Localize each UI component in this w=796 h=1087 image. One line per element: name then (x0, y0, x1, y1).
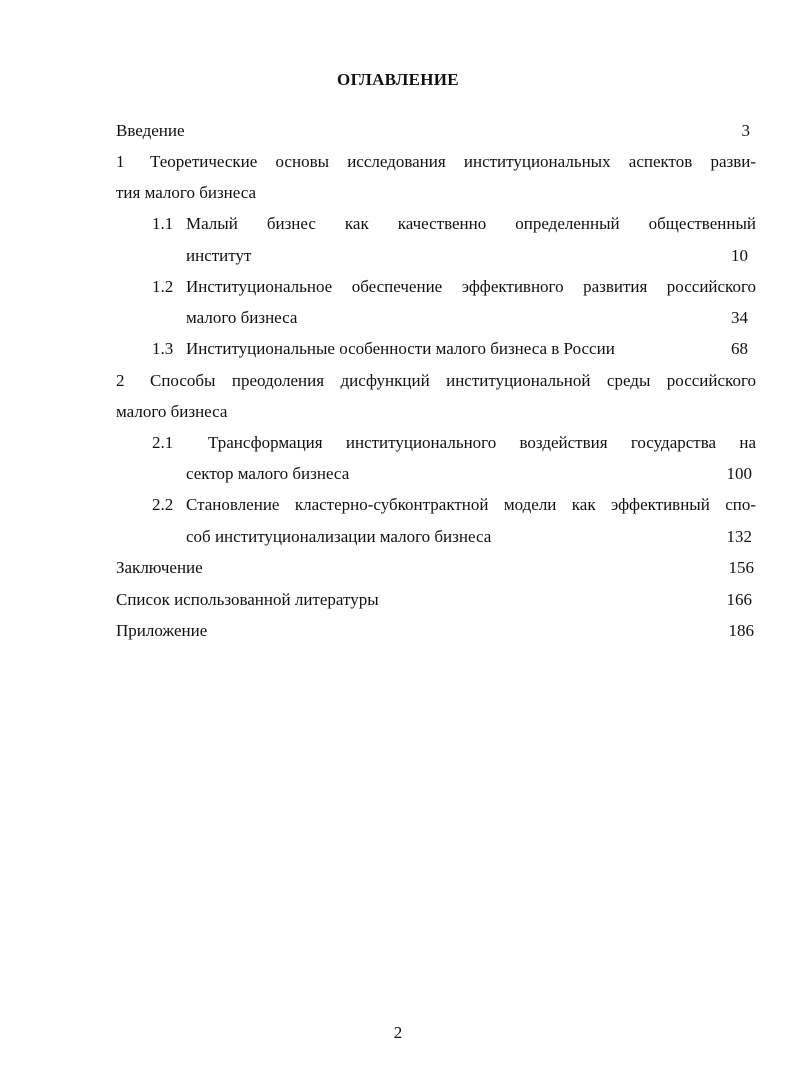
toc-section-1-3-line1: Институциональные особенности малого бизнеса в России (186, 339, 615, 358)
toc-entry-conclusion: Заключение (116, 558, 203, 577)
toc-page-conclusion: 156 (728, 558, 754, 577)
toc-chapter-1-line1: Теоретические основы исследования институциональных аспектов разви- (150, 152, 756, 171)
toc-section-1-1-line2: институт (186, 246, 252, 265)
toc-chapter-1-number: 1 (116, 152, 125, 171)
toc-page-appendix: 186 (728, 621, 754, 640)
toc-section-2-2-number: 2.2 (152, 495, 174, 514)
toc-section-2-2-line2: соб институционализации малого бизнеса (186, 527, 492, 546)
toc-page-1-2: 34 (731, 308, 748, 327)
toc-page-1-3: 68 (731, 339, 748, 358)
footer-page-number: 2 (393, 1023, 403, 1042)
page-title: ОГЛАВЛЕНИЕ (337, 70, 459, 89)
toc-entry-references: Список использованной литературы (116, 590, 379, 609)
toc-entry-appendix: Приложение (116, 621, 208, 640)
toc-label: Введение (116, 121, 185, 140)
toc-section-1-2-line1: Институциональное обеспечение эффективного развития российского (186, 277, 756, 296)
toc-page-2-2: 132 (726, 527, 752, 546)
toc-chapter-2-number: 2 (116, 371, 125, 390)
toc-section-2-1-number: 2.1 (152, 433, 174, 452)
toc-chapter-2-line2: малого бизнеса (116, 402, 228, 421)
toc-section-2-2-line1: Становление кластерно-субконтрактной модели как эффективный спо- (186, 495, 756, 514)
toc-page-references: 166 (726, 590, 752, 609)
toc-section-1-3-number: 1.3 (152, 339, 174, 358)
toc-section-2-1-line2: сектор малого бизнеса (186, 464, 350, 483)
toc-section-1-2-line2: малого бизнеса (186, 308, 298, 327)
toc-chapter-2-line1: Способы преодоления дисфункций институциональной среды российского (150, 371, 756, 390)
toc-section-2-1-line1: Трансформация институционального воздействия государства на (208, 433, 756, 452)
toc-page-2-1: 100 (726, 464, 752, 483)
toc-page-1-1: 10 (731, 246, 748, 265)
toc-section-1-1-number: 1.1 (152, 214, 174, 233)
toc-chapter-1-line2: тия малого бизнеса (116, 183, 257, 202)
toc-section-1-2-number: 1.2 (152, 277, 174, 296)
toc-section-1-1-line1: Малый бизнес как качественно определенный общественный (186, 214, 756, 233)
toc-entry-intro (116, 121, 185, 141)
toc-page-intro: 3 (741, 121, 750, 140)
